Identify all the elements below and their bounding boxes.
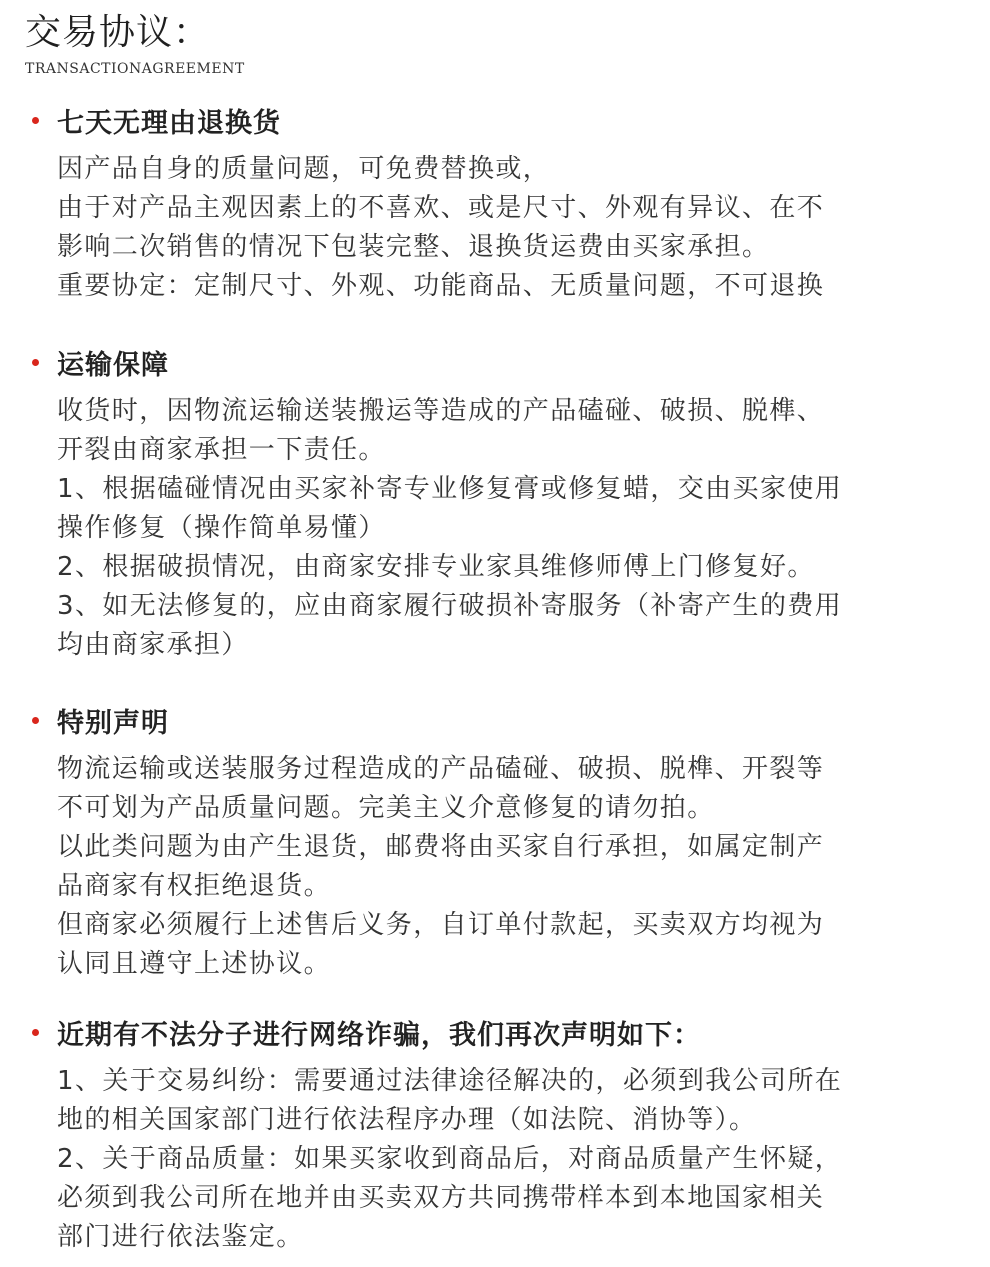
page-title: 交易协议： [25,12,211,53]
section-title: 运输保障 [57,349,169,381]
body-line: 重要协定：定制尺寸、外观、功能商品、无质量问题，不可退换 [57,271,825,301]
section-title: 特别声明 [57,707,169,739]
section-transport-guarantee [30,342,970,665]
section-body [57,392,970,665]
bullet-dot-icon [32,359,39,366]
body-line: 但商家必须履行上述售后义务，自订单付款起，买卖双方均视为 [57,910,825,940]
section-heading [30,342,970,382]
body-line: 3、如无法修复的，应由商家履行破损补寄服务（补寄产生的费用 [57,591,843,621]
body-line: 必须到我公司所在地并由买卖双方共同携带样本到本地国家相关 [57,1183,825,1213]
body-line: 影响二次销售的情况下包装完整、退换货运费由买家承担。 [57,232,770,262]
body-line: 均由商家承担） [57,630,249,660]
body-line: 收货时，因物流运输送装搬运等造成的产品磕碰、破损、脱榫、 [57,396,825,426]
section-heading [30,1012,970,1052]
section-body [57,750,970,984]
body-line: 地的相关国家部门进行依法程序办理（如法院、消协等）。 [57,1105,757,1135]
section-title: 七天无理由退换货 [57,107,281,139]
section-special-statement [30,700,970,984]
body-line: 以此类问题为由产生退货，邮费将由买家自行承担，如属定制产 [57,832,825,862]
bullet-dot-icon [32,117,39,124]
body-line: 认同且遵守上述协议。 [57,949,332,979]
body-line: 1、关于交易纠纷：需要通过法律途径解决的，必须到我公司所在 [57,1066,843,1096]
section-fraud-notice [30,1012,970,1257]
body-line: 由于对产品主观因素上的不喜欢、或是尺寸、外观有异议、在不 [57,193,825,223]
body-line: 不可划为产品质量问题。完美主义介意修复的请勿拍。 [57,793,715,823]
body-line: 部门进行依法鉴定。 [57,1222,304,1252]
body-line: 2、关于商品质量：如果买家收到商品后，对商品质量产生怀疑， [57,1144,843,1174]
page-header [25,8,245,78]
body-line: 1、根据磕碰情况由买家补寄专业修复膏或修复蜡，交由买家使用 [57,474,843,504]
section-heading [30,100,970,140]
body-line: 开裂由商家承担一下责任。 [57,435,386,465]
body-line: 操作修复（操作简单易懂） [57,513,386,543]
page-subtitle: TRANSACTIONAGREEMENT [25,61,245,77]
body-line: 因产品自身的质量问题，可免费替换或， [57,154,551,184]
section-seven-day-return [30,100,970,306]
body-line: 2、根据破损情况，由商家安排专业家具维修师傅上门修复好。 [57,552,815,582]
section-body [57,1062,970,1257]
bullet-dot-icon [32,1029,39,1036]
section-heading [30,700,970,740]
bullet-dot-icon [32,717,39,724]
body-line: 物流运输或送装服务过程造成的产品磕碰、破损、脱榫、开裂等 [57,754,825,784]
section-title: 近期有不法分子进行网络诈骗，我们再次声明如下： [57,1019,701,1051]
body-line: 品商家有权拒绝退货。 [57,871,332,901]
section-body [57,150,970,306]
